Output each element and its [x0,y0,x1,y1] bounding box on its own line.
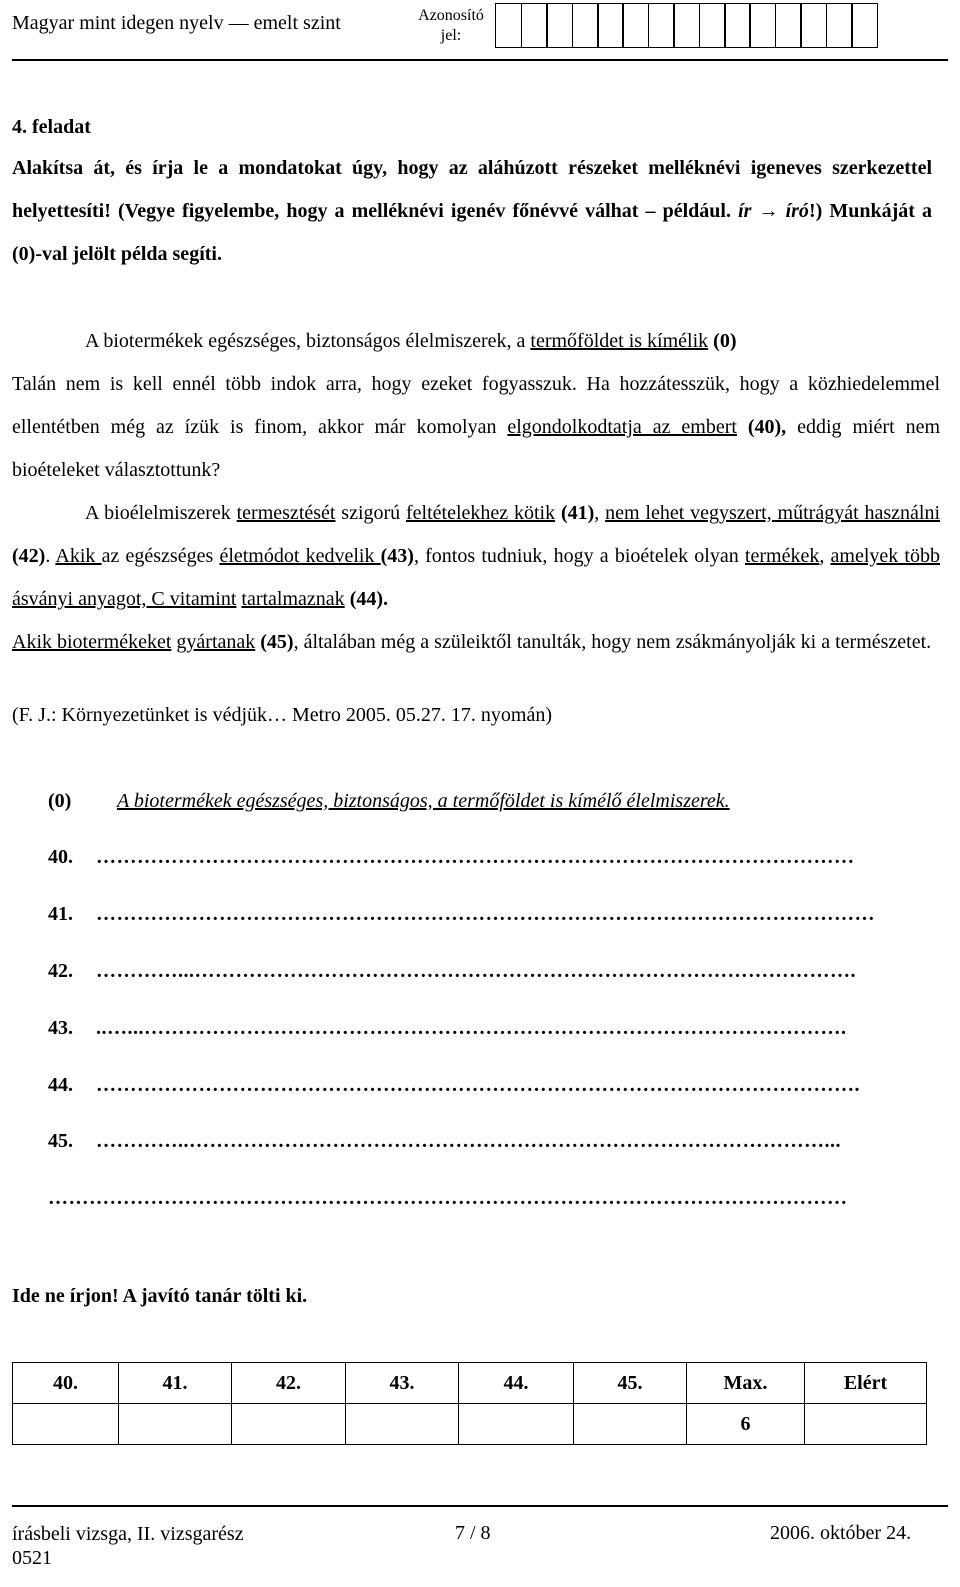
id-box[interactable] [521,3,548,48]
id-box[interactable] [597,3,624,48]
text-paragraph-3: A bioélelmiszerek termesztését szigorú feltételekhez kötik (41), nem lehet vegyszert, műtrágyát használni (42). Akik az egészséges életmódot kedvelik (43), fontos tudniuk, hogy a bioételek olyan termékek, amelyek több ásványi anyagot, C vitamint tartalmaznak (44). [12,502,941,610]
example-answer: A biotermékek egészséges, biztonságos, a termőföldet is kímélő élelmiszerek. [117,790,730,812]
grading-score-cell [459,1404,574,1445]
grading-header-cell: 44. [459,1363,574,1404]
grading-score-cell [232,1404,346,1445]
instruction-part-2: !) Munkáját a (0)-val jelölt példa segíti. [12,200,933,265]
grading-header-cell: 43. [346,1363,459,1404]
grading-score-cell [119,1404,232,1445]
grading-table [12,1362,927,1445]
text-paragraph-2: Talán nem is kell ennél több indok arra, hogy ezeket fogyasszuk. Ha hozzátesszük, hogy a közhiedelemmel ellentétben még az ízük is finom, akkor már komolyan elgondolkodtatja az embert (40), eddig miért nem bioételeket választottunk? [12,373,941,481]
id-box[interactable] [648,3,675,48]
id-box[interactable] [572,3,599,48]
id-box[interactable] [851,3,878,48]
footer-exam-info [12,1522,244,1570]
answer-line[interactable]: …………...……………………………………………………………………………………. [96,960,856,982]
grading-score-cell [805,1404,927,1445]
grading-score-row [13,1404,927,1445]
text-paragraph-1: A biotermékek egészséges, biztonságos élelmiszerek, a termőföldet is kímélik (0) [85,330,737,352]
grading-header-cell: 40. [13,1363,119,1404]
id-boxes[interactable] [497,3,878,48]
grading-score-cell [13,1404,119,1445]
exam-date: 2006. október 24. [770,1522,912,1544]
answer-number: 40. [48,846,73,868]
id-box[interactable] [775,3,802,48]
id-label-line-1: Azonosító [418,7,484,24]
reading-text [12,320,940,664]
page-number: 7 / 8 [455,1522,491,1544]
answer-number: 42. [48,960,73,982]
grading-header-cell: 45. [574,1363,687,1404]
text-paragraph-4: Akik biotermékeket gyártanak (45), általában még a szüleiktől tanulták, hogy nem zsákmányolják ki a természetet. [12,631,932,653]
grading-header-row [13,1363,927,1404]
id-box[interactable] [826,3,853,48]
task-instruction [12,147,932,276]
task-title: 4. feladat [12,116,91,138]
answer-number: 45. [48,1130,73,1152]
page-header-title: Magyar mint idegen nyelv — emelt szint [12,12,341,34]
answer-number: 41. [48,903,73,925]
id-box[interactable] [495,3,522,48]
footer-exam-code: 0521 [12,1547,52,1569]
answer-line[interactable]: …………………………………………………………………………………………………… [96,903,875,925]
id-label [416,6,486,46]
answer-line[interactable]: ……………………………………………………………………………………………………… [48,1187,848,1209]
instruction-example: ír → író [738,200,809,222]
grading-header-cell: Max. [687,1363,805,1404]
id-box[interactable] [699,3,726,48]
id-box[interactable] [622,3,649,48]
text-source: (F. J.: Környezetünket is védjük… Metro 2005. 05.27. 17. nyomán) [12,704,552,726]
id-box[interactable] [724,3,751,48]
header-divider [12,59,948,61]
id-label-line-2: jel: [440,27,462,44]
grading-header-cell: Elért [805,1363,927,1404]
instruction-part-1: Alakítsa át, és írja le a mondatokat úgy, hogy az aláhúzott részeket melléknévi igeneves szerkezettel helyettesíti! (Vegye figyelembe, hogy a melléknévi igenév főnévvé válhat – például. [12,157,932,222]
id-box[interactable] [673,3,700,48]
footer-divider [12,1505,948,1507]
id-box[interactable] [749,3,776,48]
answer-number: 44. [48,1074,73,1096]
answer-number: 43. [48,1017,73,1039]
grading-max-cell: 6 [687,1404,805,1445]
example-number: (0) [48,790,72,812]
answer-line[interactable]: …………..…………………………………………………………………………………... [96,1130,841,1152]
id-box[interactable] [800,3,827,48]
grading-score-cell [346,1404,459,1445]
footer-exam-name: írásbeli vizsga, II. vizsgarész [12,1523,244,1545]
grading-header-cell: 42. [232,1363,346,1404]
grading-title: Ide ne írjon! A javító tanár tölti ki. [12,1285,308,1307]
answer-line[interactable]: …………………………………………………………………………………………………. [96,1074,860,1096]
grading-score-cell [574,1404,687,1445]
answer-line[interactable]: ………………………………………………………………………………………………… [96,846,855,868]
id-box[interactable] [546,3,573,48]
grading-header-cell: 41. [119,1363,232,1404]
answer-line[interactable]: ..…...…………………………………………………………………………………………. [96,1017,847,1039]
